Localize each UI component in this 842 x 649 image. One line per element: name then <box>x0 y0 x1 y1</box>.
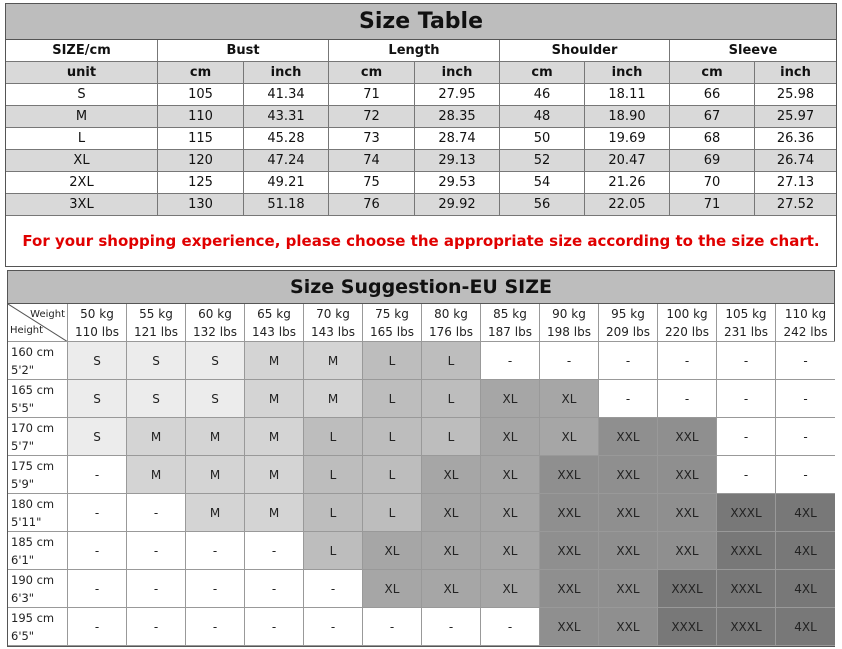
size-suggestion-cell: 4XL <box>776 608 835 646</box>
weight-lbs: 209 lbs <box>606 324 650 339</box>
measurement-cell: 47.24 <box>244 150 329 172</box>
measurement-cell: 18.90 <box>585 106 670 128</box>
size-suggestion-cell: S <box>68 342 127 380</box>
header-unit-cell: cm <box>500 62 585 84</box>
size-suggestion-cell: 4XL <box>776 494 835 532</box>
size-suggestion-cell: - <box>599 342 658 380</box>
weight-header <box>363 304 422 342</box>
size-suggestion-cell: 4XL <box>776 570 835 608</box>
size-suggestion-cell: XXL <box>540 494 599 532</box>
size-suggestion-cell: - <box>658 342 717 380</box>
size-suggestion-cell: XXL <box>599 532 658 570</box>
size-suggestion-cell: L <box>363 494 422 532</box>
size-suggestion-cell: - <box>68 456 127 494</box>
size-suggestion-cell: XL <box>422 494 481 532</box>
size-suggestion-cell: L <box>422 418 481 456</box>
measurement-cell: 27.52 <box>755 194 836 216</box>
height-header <box>8 570 68 608</box>
height-cm: 175 cm <box>11 458 55 473</box>
measurement-cell: 73 <box>329 128 415 150</box>
corner-weight-label: Weight <box>30 309 65 320</box>
weight-header <box>127 304 186 342</box>
weight-height-corner <box>8 304 68 342</box>
size-suggestion-cell: - <box>776 342 835 380</box>
size-suggestion-cell: M <box>245 380 304 418</box>
measurement-cell: 29.92 <box>415 194 500 216</box>
measurement-cell: 28.35 <box>415 106 500 128</box>
weight-header <box>599 304 658 342</box>
size-suggestion-cell: M <box>127 418 186 456</box>
height-ft: 5'11" <box>11 514 42 529</box>
weight-kg: 65 kg <box>257 306 291 321</box>
weight-lbs: 121 lbs <box>134 324 178 339</box>
measurement-cell: 18.11 <box>585 84 670 106</box>
weight-header <box>68 304 127 342</box>
height-header <box>8 608 68 646</box>
height-header <box>8 342 68 380</box>
measurement-cell: 52 <box>500 150 585 172</box>
size-suggestion-cell: - <box>186 570 245 608</box>
weight-kg: 95 kg <box>611 306 645 321</box>
measurement-cell: 20.47 <box>585 150 670 172</box>
header-length: Length <box>329 40 500 62</box>
weight-kg: 60 kg <box>198 306 232 321</box>
weight-kg: 55 kg <box>139 306 173 321</box>
size-suggestion-cell: XL <box>481 456 540 494</box>
size-suggestion-cell: L <box>304 456 363 494</box>
size-suggestion-cell: M <box>186 418 245 456</box>
weight-header <box>186 304 245 342</box>
size-label-cell: 3XL <box>6 194 158 216</box>
header-bust: Bust <box>158 40 329 62</box>
size-suggestion-cell: M <box>127 456 186 494</box>
measurement-cell: 105 <box>158 84 244 106</box>
measurement-cell: 66 <box>670 84 755 106</box>
weight-lbs: 242 lbs <box>783 324 828 339</box>
header-unit-cell: cm <box>329 62 415 84</box>
measurement-cell: 21.26 <box>585 172 670 194</box>
weight-kg: 75 kg <box>375 306 409 321</box>
size-suggestion-cell: XL <box>422 456 481 494</box>
size-suggestion-cell: XL <box>363 570 422 608</box>
size-suggestion-title: Size Suggestion-EU SIZE <box>8 271 834 304</box>
measurement-cell: 45.28 <box>244 128 329 150</box>
size-suggestion-cell: - <box>658 380 717 418</box>
measurement-cell: 25.97 <box>755 106 836 128</box>
size-suggestion-cell: - <box>776 418 835 456</box>
size-suggestion-cell: L <box>363 380 422 418</box>
size-suggestion-cell: L <box>422 342 481 380</box>
weight-lbs: 132 lbs <box>193 324 237 339</box>
weight-header <box>304 304 363 342</box>
size-suggestion-cell: - <box>717 380 776 418</box>
weight-header <box>422 304 481 342</box>
size-table <box>5 3 837 267</box>
size-suggestion-cell: - <box>717 342 776 380</box>
size-suggestion-cell: 4XL <box>776 532 835 570</box>
size-suggestion-cell: XL <box>422 532 481 570</box>
size-suggestion-cell: XXXL <box>717 570 776 608</box>
weight-lbs: 110 lbs <box>75 324 119 339</box>
size-suggestion-cell: - <box>776 456 835 494</box>
measurement-cell: 48 <box>500 106 585 128</box>
weight-kg: 85 kg <box>493 306 527 321</box>
size-suggestion-cell: M <box>245 494 304 532</box>
size-suggestion-cell: - <box>68 570 127 608</box>
size-suggestion-cell: - <box>363 608 422 646</box>
size-suggestion-cell: XXXL <box>717 532 776 570</box>
size-suggestion-cell: M <box>245 418 304 456</box>
size-suggestion-cell: XXXL <box>717 494 776 532</box>
size-suggestion-cell: L <box>422 380 481 418</box>
weight-kg: 100 kg <box>666 306 708 321</box>
measurement-cell: 22.05 <box>585 194 670 216</box>
measurement-cell: 25.98 <box>755 84 836 106</box>
size-suggestion-cell: XXL <box>599 570 658 608</box>
size-suggestion-cell: XXL <box>599 456 658 494</box>
size-suggestion-cell: XL <box>481 494 540 532</box>
size-suggestion-cell: S <box>186 342 245 380</box>
size-suggestion-cell: XXL <box>540 456 599 494</box>
size-suggestion-cell: XL <box>540 380 599 418</box>
size-suggestion-table <box>7 270 835 647</box>
header-shoulder: Shoulder <box>500 40 670 62</box>
height-cm: 160 cm <box>11 344 55 359</box>
size-suggestion-cell: XXL <box>540 608 599 646</box>
measurement-cell: 67 <box>670 106 755 128</box>
size-suggestion-cell: - <box>186 532 245 570</box>
size-suggestion-cell: - <box>776 380 835 418</box>
height-cm: 165 cm <box>11 382 55 397</box>
size-suggestion-cell: XXL <box>599 418 658 456</box>
size-suggestion-cell: - <box>481 342 540 380</box>
size-suggestion-cell: XL <box>422 570 481 608</box>
size-suggestion-cell: L <box>304 418 363 456</box>
height-cm: 180 cm <box>11 496 55 511</box>
measurement-cell: 69 <box>670 150 755 172</box>
size-suggestion-cell: XXL <box>658 532 717 570</box>
weight-kg: 50 kg <box>80 306 114 321</box>
size-suggestion-cell: - <box>127 532 186 570</box>
size-suggestion-cell: XXXL <box>658 608 717 646</box>
weight-header <box>776 304 835 342</box>
weight-lbs: 165 lbs <box>370 324 414 339</box>
measurement-cell: 74 <box>329 150 415 172</box>
measurement-cell: 43.31 <box>244 106 329 128</box>
measurement-cell: 76 <box>329 194 415 216</box>
header-sleeve: Sleeve <box>670 40 836 62</box>
size-table-title: Size Table <box>6 4 836 40</box>
size-suggestion-cell: XXXL <box>658 570 717 608</box>
weight-kg: 90 kg <box>552 306 586 321</box>
header-unit: unit <box>6 62 158 84</box>
header-unit-cell: inch <box>244 62 329 84</box>
size-suggestion-cell: M <box>245 456 304 494</box>
size-suggestion-cell: L <box>304 532 363 570</box>
height-header <box>8 380 68 418</box>
size-suggestion-cell: XXL <box>599 608 658 646</box>
header-unit-cell: inch <box>415 62 500 84</box>
size-suggestion-cell: - <box>68 494 127 532</box>
measurement-cell: 110 <box>158 106 244 128</box>
measurement-cell: 29.13 <box>415 150 500 172</box>
size-suggestion-cell: - <box>127 494 186 532</box>
size-label-cell: XL <box>6 150 158 172</box>
measurement-cell: 71 <box>329 84 415 106</box>
size-suggestion-cell: XL <box>540 418 599 456</box>
measurement-cell: 120 <box>158 150 244 172</box>
size-suggestion-grid <box>8 304 834 646</box>
size-suggestion-cell: XL <box>481 380 540 418</box>
measurement-cell: 19.69 <box>585 128 670 150</box>
size-suggestion-cell: - <box>245 570 304 608</box>
weight-kg: 110 kg <box>784 306 827 321</box>
size-suggestion-cell: XXL <box>658 494 717 532</box>
measurement-cell: 115 <box>158 128 244 150</box>
size-label-cell: M <box>6 106 158 128</box>
measurement-cell: 125 <box>158 172 244 194</box>
measurement-cell: 27.13 <box>755 172 836 194</box>
size-suggestion-cell: XXL <box>599 494 658 532</box>
measurement-cell: 70 <box>670 172 755 194</box>
size-suggestion-cell: - <box>245 608 304 646</box>
height-header <box>8 456 68 494</box>
measurement-cell: 51.18 <box>244 194 329 216</box>
size-suggestion-cell: S <box>68 380 127 418</box>
size-suggestion-cell: XXXL <box>717 608 776 646</box>
measurement-cell: 26.74 <box>755 150 836 172</box>
size-suggestion-cell: - <box>304 570 363 608</box>
height-ft: 5'5" <box>11 400 35 415</box>
size-suggestion-cell: - <box>245 532 304 570</box>
weight-header <box>540 304 599 342</box>
measurement-cell: 41.34 <box>244 84 329 106</box>
size-suggestion-cell: L <box>363 456 422 494</box>
size-suggestion-cell: M <box>304 342 363 380</box>
measurement-cell: 75 <box>329 172 415 194</box>
size-suggestion-cell: - <box>127 608 186 646</box>
weight-kg: 105 kg <box>725 306 767 321</box>
size-suggestion-cell: S <box>127 380 186 418</box>
measurement-cell: 26.36 <box>755 128 836 150</box>
height-ft: 6'3" <box>11 590 35 605</box>
height-header <box>8 418 68 456</box>
corner-height-label: Height <box>10 325 44 336</box>
size-suggestion-cell: - <box>422 608 481 646</box>
size-suggestion-cell: - <box>304 608 363 646</box>
size-suggestion-cell: - <box>186 608 245 646</box>
height-ft: 5'2" <box>11 362 35 377</box>
measurement-cell: 68 <box>670 128 755 150</box>
size-suggestion-cell: - <box>127 570 186 608</box>
size-suggestion-cell: - <box>68 608 127 646</box>
size-suggestion-cell: XXL <box>658 418 717 456</box>
size-suggestion-cell: M <box>186 456 245 494</box>
weight-header <box>481 304 540 342</box>
measurement-cell: 56 <box>500 194 585 216</box>
weight-header <box>717 304 776 342</box>
header-unit-cell: cm <box>158 62 244 84</box>
size-suggestion-cell: XL <box>481 418 540 456</box>
size-label-cell: S <box>6 84 158 106</box>
size-suggestion-cell: M <box>245 342 304 380</box>
weight-header <box>658 304 717 342</box>
size-suggestion-cell: S <box>186 380 245 418</box>
header-unit-cell: inch <box>585 62 670 84</box>
measurement-cell: 28.74 <box>415 128 500 150</box>
size-label-cell: 2XL <box>6 172 158 194</box>
measurement-cell: 50 <box>500 128 585 150</box>
measurement-cell: 27.95 <box>415 84 500 106</box>
measurement-cell: 130 <box>158 194 244 216</box>
size-suggestion-cell: - <box>717 456 776 494</box>
weight-lbs: 187 lbs <box>488 324 532 339</box>
height-ft: 6'5" <box>11 628 35 643</box>
weight-lbs: 176 lbs <box>429 324 473 339</box>
measurement-cell: 54 <box>500 172 585 194</box>
size-suggestion-cell: XL <box>481 570 540 608</box>
size-suggestion-cell: M <box>186 494 245 532</box>
size-suggestion-cell: L <box>363 418 422 456</box>
measurement-cell: 71 <box>670 194 755 216</box>
weight-lbs: 143 lbs <box>311 324 355 339</box>
size-suggestion-cell: XL <box>481 532 540 570</box>
header-size-cm: SIZE/cm <box>6 40 158 62</box>
height-ft: 6'1" <box>11 552 35 567</box>
size-suggestion-cell: M <box>304 380 363 418</box>
weight-kg: 80 kg <box>434 306 468 321</box>
size-suggestion-cell: - <box>540 342 599 380</box>
size-suggestion-cell: S <box>127 342 186 380</box>
height-ft: 5'7" <box>11 438 35 453</box>
measurement-cell: 29.53 <box>415 172 500 194</box>
size-advice-note: For your shopping experience, please choose the appropriate size according to the size chart. <box>22 232 820 250</box>
size-suggestion-cell: - <box>481 608 540 646</box>
size-suggestion-cell: L <box>363 342 422 380</box>
height-cm: 195 cm <box>11 610 55 625</box>
size-suggestion-cell: - <box>599 380 658 418</box>
size-label-cell: L <box>6 128 158 150</box>
height-cm: 185 cm <box>11 534 55 549</box>
height-header <box>8 494 68 532</box>
height-cm: 170 cm <box>11 420 55 435</box>
height-ft: 5'9" <box>11 476 35 491</box>
size-suggestion-cell: S <box>68 418 127 456</box>
size-suggestion-cell: - <box>717 418 776 456</box>
measurement-cell: 72 <box>329 106 415 128</box>
weight-lbs: 198 lbs <box>547 324 591 339</box>
measurement-cell: 49.21 <box>244 172 329 194</box>
size-suggestion-cell: XXL <box>540 570 599 608</box>
weight-kg: 70 kg <box>316 306 350 321</box>
weight-header <box>245 304 304 342</box>
size-table-grid <box>6 40 836 216</box>
weight-lbs: 143 lbs <box>252 324 296 339</box>
height-cm: 190 cm <box>11 572 55 587</box>
size-suggestion-cell: XL <box>363 532 422 570</box>
measurement-cell: 46 <box>500 84 585 106</box>
size-suggestion-cell: - <box>68 532 127 570</box>
height-header <box>8 532 68 570</box>
weight-lbs: 220 lbs <box>665 324 709 339</box>
size-suggestion-cell: L <box>304 494 363 532</box>
size-suggestion-cell: XXL <box>540 532 599 570</box>
header-unit-cell: cm <box>670 62 755 84</box>
size-suggestion-cell: XXL <box>658 456 717 494</box>
weight-lbs: 231 lbs <box>724 324 768 339</box>
header-unit-cell: inch <box>755 62 836 84</box>
